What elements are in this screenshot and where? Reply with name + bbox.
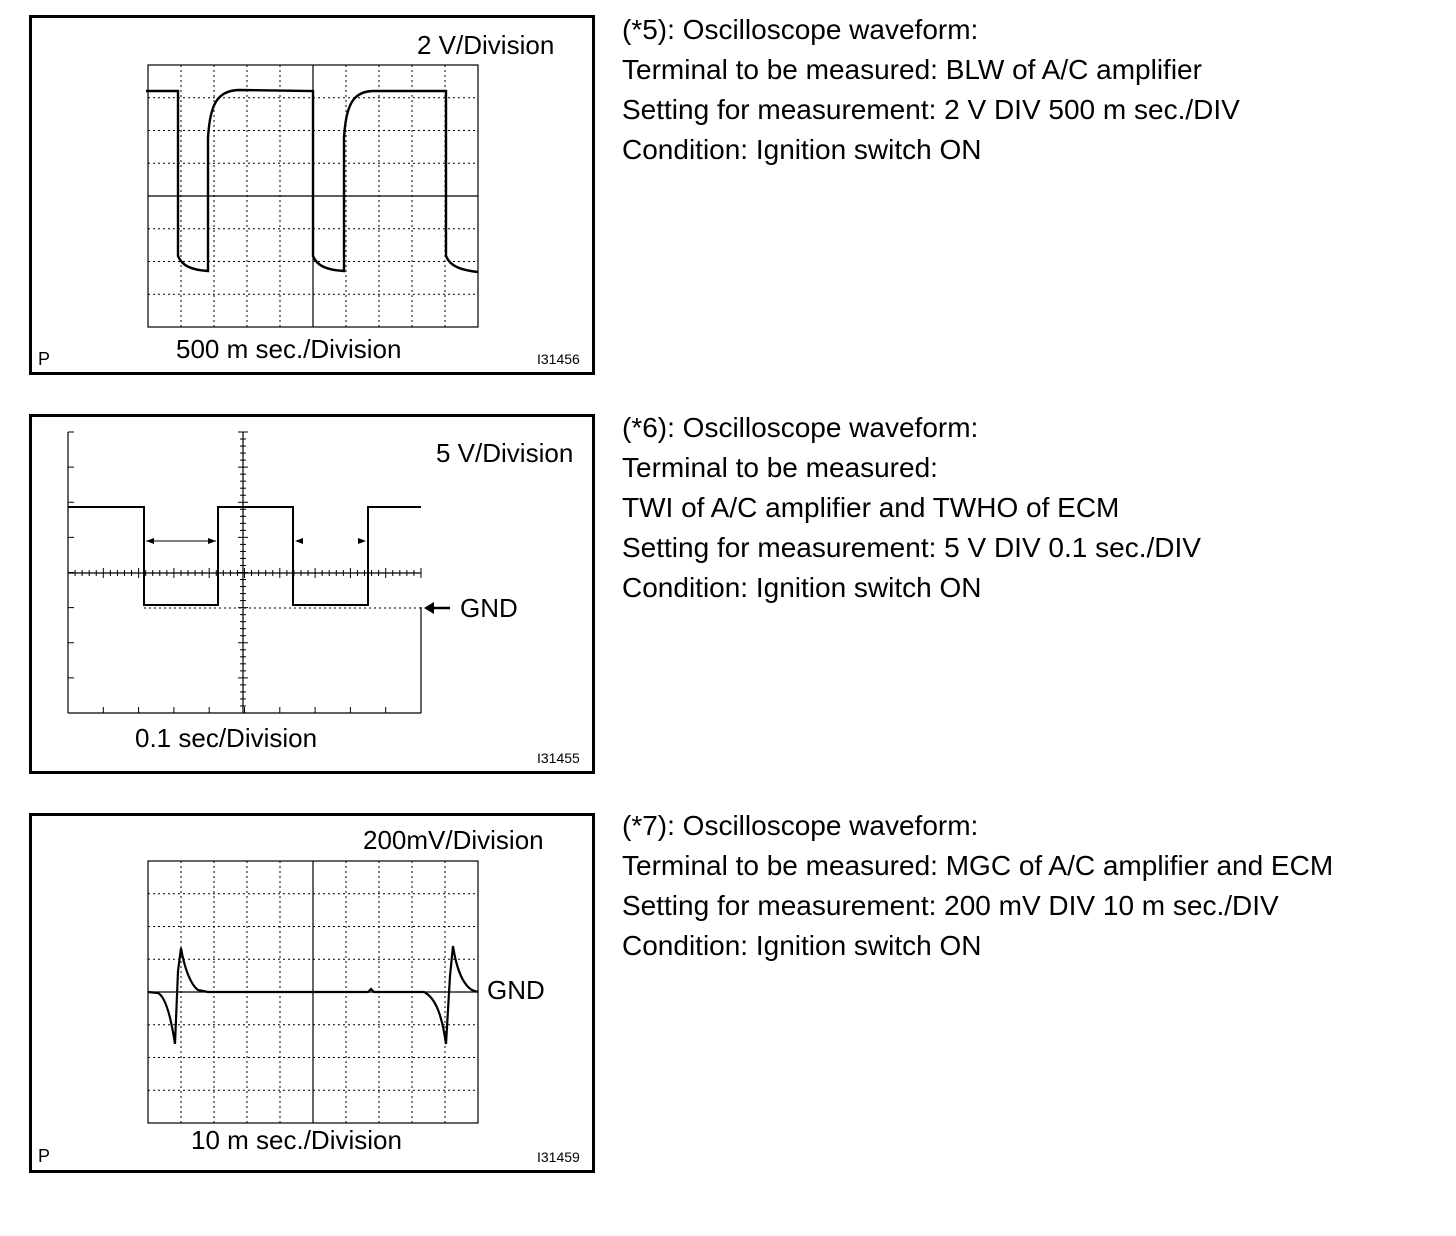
description-5 [622, 10, 1240, 170]
period-arrow-right [295, 538, 366, 544]
description-line: Terminal to be measured: [622, 452, 938, 483]
description-line: Terminal to be measured: BLW of A/C amplifier [622, 54, 1202, 85]
gnd-label: GND [487, 975, 545, 1005]
description-line: Condition: Ignition switch ON [622, 930, 982, 961]
corner-mark: P [38, 1146, 51, 1166]
description-line: Setting for measurement: 200 mV DIV 10 m sec./DIV [622, 890, 1279, 921]
description-7 [622, 806, 1333, 966]
description-line: Terminal to be measured: MGC of A/C amplifier and ECM [622, 850, 1334, 881]
oscilloscope-panel-6 [29, 414, 595, 774]
oscilloscope-panel-7 [29, 813, 595, 1173]
time-division-label: 10 m sec./Division [191, 1125, 402, 1155]
oscilloscope-panel-5 [29, 15, 595, 375]
description-line: (*5): Oscilloscope waveform: [622, 14, 979, 45]
description-line: TWI of A/C amplifier and TWHO of ECM [622, 492, 1120, 523]
gnd-arrow-icon [424, 602, 450, 614]
volt-division-label: 2 V/Division [417, 30, 555, 60]
volt-division-label: 5 V/Division [436, 438, 574, 468]
time-division-label: 0.1 sec/Division [135, 723, 318, 753]
description-6 [622, 408, 1201, 608]
figure-code: I31456 [537, 351, 580, 367]
description-line: Condition: Ignition switch ON [622, 134, 982, 165]
description-line: Condition: Ignition switch ON [622, 572, 982, 603]
description-line: (*7): Oscilloscope waveform: [622, 810, 979, 841]
time-division-label: 500 m sec./Division [176, 334, 402, 364]
square-waveform-trace [146, 90, 478, 272]
figure-code: I31459 [537, 1149, 580, 1165]
description-line: Setting for measurement: 5 V DIV 0.1 sec./DIV [622, 532, 1201, 563]
description-line: (*6): Oscilloscope waveform: [622, 412, 979, 443]
waveform-diagram-5 [32, 18, 592, 372]
corner-mark: P [38, 349, 51, 369]
description-line: Setting for measurement: 2 V DIV 500 m sec./DIV [622, 94, 1240, 125]
gnd-label: GND [460, 593, 518, 623]
figure-code: I31455 [537, 750, 580, 766]
square-waveform-trace [68, 507, 421, 605]
period-arrow-left [146, 538, 216, 544]
volt-division-label: 200mV/Division [363, 825, 544, 855]
